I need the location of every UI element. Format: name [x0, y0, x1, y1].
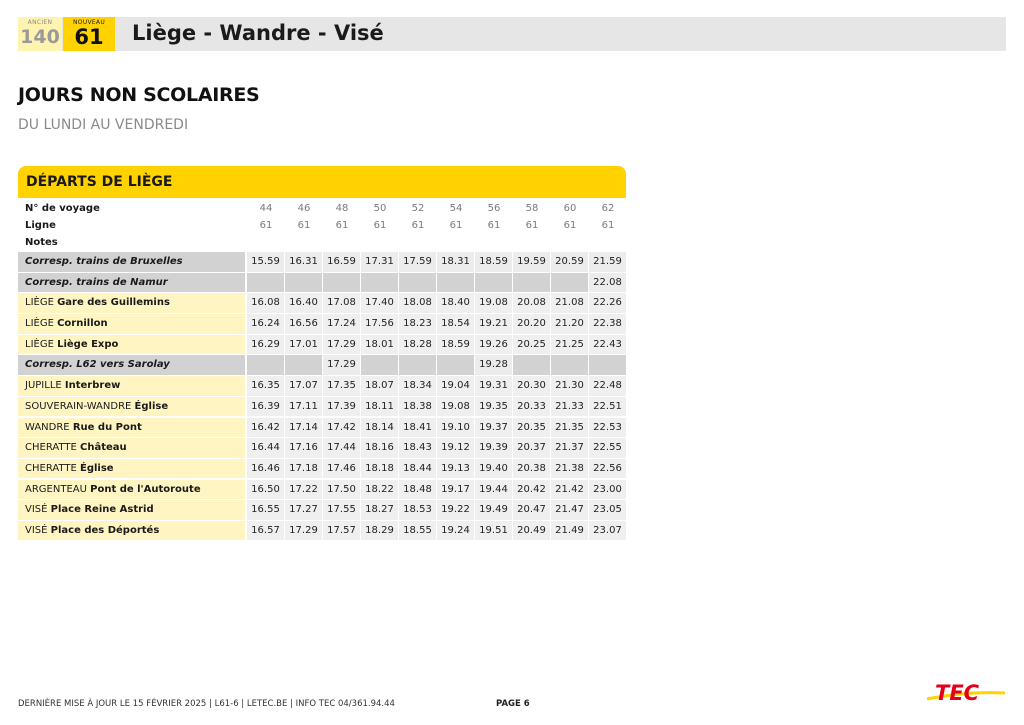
time-cell: [285, 355, 322, 375]
time-cell: 18.40: [437, 293, 474, 313]
time-cell: 19.51: [475, 521, 512, 541]
time-cell: 18.41: [399, 418, 436, 438]
trip-info-cell: 46: [297, 203, 311, 214]
time-cell: 16.08: [247, 293, 284, 313]
trip-info-cell: 54: [449, 203, 463, 214]
time-cell: 17.31: [361, 252, 398, 272]
time-cell: 18.16: [361, 438, 398, 458]
time-cell: 18.54: [437, 314, 474, 334]
time-cell: 19.49: [475, 500, 512, 520]
stop-name: Liège Expo: [57, 338, 119, 350]
time-cell: 17.50: [323, 480, 360, 500]
stop-name: Église: [79, 462, 114, 474]
time-cell: 19.17: [437, 480, 474, 500]
time-cell: 20.37: [513, 438, 550, 458]
connection-label: [18, 252, 245, 272]
time-cell: 22.53: [589, 418, 626, 438]
time-cell: 21.47: [551, 500, 588, 520]
trip-info-cell: 61: [335, 220, 349, 231]
stop-label: [18, 293, 245, 313]
new-line-number: 61: [74, 25, 104, 49]
connection-name: Corresp. trains de Bruxelles: [25, 256, 183, 267]
time-cell: 18.28: [399, 335, 436, 355]
trip-info-cell: 61: [373, 220, 387, 231]
time-cell: 17.14: [285, 418, 322, 438]
stop-label: [18, 314, 245, 334]
stop-name: Cornillon: [57, 318, 108, 330]
stop-row: [18, 480, 626, 501]
time-cell: 20.08: [513, 293, 550, 313]
stop-town: SOUVERAIN-WANDRE: [25, 400, 132, 412]
route-title: Liège - Wandre - Visé: [132, 21, 384, 45]
stop-row: [18, 459, 626, 480]
time-cell: 17.35: [323, 376, 360, 396]
time-cell: 18.11: [361, 397, 398, 417]
stop-row: [18, 418, 626, 439]
time-cell: 17.39: [323, 397, 360, 417]
departures-header: [18, 166, 626, 198]
stop-label: [18, 438, 245, 458]
stop-label: [18, 480, 245, 500]
trip-info-cell: 61: [297, 220, 311, 231]
time-cell: 23.00: [589, 480, 626, 500]
stop-name: Pont de l'Autoroute: [90, 483, 201, 495]
time-cell: 18.55: [399, 521, 436, 541]
trip-info-cell: 61: [487, 220, 501, 231]
time-cell: [361, 355, 398, 375]
time-cell: 18.34: [399, 376, 436, 396]
time-cell: 16.31: [285, 252, 322, 272]
time-cell: 22.43: [589, 335, 626, 355]
stop-label: [18, 418, 245, 438]
stop-name: Gare des Guillemins: [57, 297, 170, 309]
stop-town: LIÈGE: [25, 297, 54, 309]
time-cell: 18.43: [399, 438, 436, 458]
tec-logo-text: TEC: [935, 681, 980, 705]
time-cell: 22.55: [589, 438, 626, 458]
stop-name: Château: [79, 442, 127, 454]
time-cell: 21.42: [551, 480, 588, 500]
time-cell: 16.42: [247, 418, 284, 438]
time-cell: 19.31: [475, 376, 512, 396]
time-cell: 20.47: [513, 500, 550, 520]
stop-town: LIÈGE: [25, 318, 54, 330]
stop-town: VISÉ: [25, 504, 48, 516]
time-cell: 21.38: [551, 459, 588, 479]
time-cell: [589, 355, 626, 375]
time-cell: 18.08: [399, 293, 436, 313]
time-cell: 19.08: [475, 293, 512, 313]
time-cell: 18.59: [475, 252, 512, 272]
old-line-badge: [18, 17, 62, 51]
stop-town: ARGENTEAU: [25, 483, 87, 495]
time-cell: 21.30: [551, 376, 588, 396]
old-line-label: ANCIEN: [27, 19, 53, 26]
time-cell: 21.25: [551, 335, 588, 355]
stop-label: [18, 397, 245, 417]
time-cell: 16.24: [247, 314, 284, 334]
time-cell: 21.59: [589, 252, 626, 272]
time-cell: 17.18: [285, 459, 322, 479]
time-cell: 19.26: [475, 335, 512, 355]
connection-row: [18, 355, 626, 376]
time-cell: 21.37: [551, 438, 588, 458]
time-cell: 21.49: [551, 521, 588, 541]
trip-info-cell: 62: [601, 203, 615, 214]
stop-label: [18, 335, 245, 355]
connection-name: Corresp. L62 vers Sarolay: [25, 359, 170, 371]
time-cell: 16.56: [285, 314, 322, 334]
time-cell: 17.29: [285, 521, 322, 541]
time-cell: [513, 355, 550, 375]
time-cell: 19.13: [437, 459, 474, 479]
time-cell: 15.59: [247, 252, 284, 272]
time-cell: 17.24: [323, 314, 360, 334]
time-cell: 17.59: [399, 252, 436, 272]
time-cell: 19.39: [475, 438, 512, 458]
time-cell: 16.50: [247, 480, 284, 500]
stop-town: CHERATTE: [25, 442, 77, 454]
time-cell: 19.44: [475, 480, 512, 500]
stop-row: [18, 376, 626, 397]
time-cell: 20.59: [551, 252, 588, 272]
time-cell: 20.25: [513, 335, 550, 355]
time-cell: 17.29: [323, 355, 360, 375]
stop-row: [18, 438, 626, 459]
stop-name: Rue du Pont: [72, 421, 142, 433]
stop-row: [18, 314, 626, 335]
trip-info-cell: 61: [411, 220, 425, 231]
trip-info-cell: 52: [411, 203, 425, 214]
time-cell: 17.11: [285, 397, 322, 417]
time-cell: 22.51: [589, 397, 626, 417]
time-cell: 19.40: [475, 459, 512, 479]
time-cell: 18.23: [399, 314, 436, 334]
stop-name: Interbrew: [64, 380, 121, 392]
stop-label: [18, 500, 245, 520]
stop-row: [18, 521, 626, 542]
time-cell: 19.59: [513, 252, 550, 272]
connection-name: Corresp. trains de Namur: [25, 276, 168, 288]
time-cell: 16.29: [247, 335, 284, 355]
trip-info-row: [18, 201, 626, 218]
time-cell: 19.21: [475, 314, 512, 334]
time-cell: 17.27: [285, 500, 322, 520]
stop-row: [18, 500, 626, 521]
tec-logo: [925, 679, 1007, 709]
time-cell: 23.07: [589, 521, 626, 541]
stop-label: [18, 459, 245, 479]
stop-row: [18, 293, 626, 314]
trip-info-cell: 61: [525, 220, 539, 231]
time-cell: [247, 273, 284, 293]
new-line-label: NOUVEAU: [72, 19, 106, 26]
page-title: JOURS NON SCOLAIRES: [18, 84, 260, 106]
stop-label: [18, 376, 245, 396]
route-header-bar: [18, 17, 1006, 51]
time-cell: 17.29: [323, 335, 360, 355]
connection-label: [18, 355, 245, 375]
trip-info-cell: 56: [487, 203, 501, 214]
stop-town: LIÈGE: [25, 338, 54, 350]
time-cell: 17.40: [361, 293, 398, 313]
time-cell: [361, 273, 398, 293]
footer-info: DERNIÈRE MISE À JOUR LE 15 FÉVRIER 2025 | L61-6 | LETEC.BE | INFO TEC 04/361.94.44: [18, 699, 395, 709]
time-cell: 18.22: [361, 480, 398, 500]
time-cell: 20.49: [513, 521, 550, 541]
time-cell: 20.42: [513, 480, 550, 500]
time-cell: [551, 273, 588, 293]
time-cell: 18.59: [437, 335, 474, 355]
time-cell: 19.22: [437, 500, 474, 520]
time-cell: [475, 273, 512, 293]
time-cell: [399, 273, 436, 293]
timetable-grid: [18, 252, 626, 542]
stop-town: VISÉ: [25, 524, 48, 536]
time-cell: 20.38: [513, 459, 550, 479]
time-cell: 16.55: [247, 500, 284, 520]
time-cell: 19.08: [437, 397, 474, 417]
time-cell: 20.33: [513, 397, 550, 417]
trip-info-cell: 61: [259, 220, 273, 231]
time-cell: 22.26: [589, 293, 626, 313]
trip-info-row: [18, 235, 626, 252]
stop-name: Église: [134, 400, 169, 412]
page-number: PAGE 6: [496, 699, 530, 709]
time-cell: 19.12: [437, 438, 474, 458]
old-line-number: 140: [20, 26, 60, 48]
time-cell: 19.28: [475, 355, 512, 375]
time-cell: 17.55: [323, 500, 360, 520]
stop-label: [18, 521, 245, 541]
time-cell: 16.46: [247, 459, 284, 479]
time-cell: 16.39: [247, 397, 284, 417]
time-cell: 17.07: [285, 376, 322, 396]
time-cell: 18.18: [361, 459, 398, 479]
trip-info-row: [18, 218, 626, 235]
trip-info-cell: 61: [563, 220, 577, 231]
time-cell: 22.48: [589, 376, 626, 396]
time-cell: 18.31: [437, 252, 474, 272]
time-cell: [551, 355, 588, 375]
time-cell: [285, 273, 322, 293]
time-cell: 18.48: [399, 480, 436, 500]
time-cell: 16.35: [247, 376, 284, 396]
connection-label: [18, 273, 245, 293]
time-cell: 21.08: [551, 293, 588, 313]
new-line-badge: [63, 17, 115, 51]
time-cell: 16.44: [247, 438, 284, 458]
time-cell: 18.14: [361, 418, 398, 438]
time-cell: 23.05: [589, 500, 626, 520]
stop-row: [18, 335, 626, 356]
time-cell: 21.20: [551, 314, 588, 334]
trip-info-cell: 60: [563, 203, 577, 214]
time-cell: 17.42: [323, 418, 360, 438]
trip-info-cell: 61: [601, 220, 615, 231]
time-cell: 19.37: [475, 418, 512, 438]
time-cell: 17.08: [323, 293, 360, 313]
time-cell: 19.35: [475, 397, 512, 417]
departures-title: DÉPARTS DE LIÈGE: [26, 174, 173, 190]
time-cell: 22.38: [589, 314, 626, 334]
page-subtitle: DU LUNDI AU VENDREDI: [18, 117, 189, 133]
time-cell: 16.57: [247, 521, 284, 541]
time-cell: 20.20: [513, 314, 550, 334]
trip-info-label: Ligne: [25, 220, 56, 231]
time-cell: [323, 273, 360, 293]
time-cell: 20.30: [513, 376, 550, 396]
time-cell: 18.07: [361, 376, 398, 396]
trip-info-rows: [18, 201, 626, 252]
time-cell: 21.35: [551, 418, 588, 438]
trip-info-cell: 44: [259, 203, 273, 214]
time-cell: [247, 355, 284, 375]
time-cell: 17.22: [285, 480, 322, 500]
time-cell: 18.44: [399, 459, 436, 479]
time-cell: 17.46: [323, 459, 360, 479]
connection-row: [18, 273, 626, 294]
time-cell: 19.24: [437, 521, 474, 541]
time-cell: 17.56: [361, 314, 398, 334]
time-cell: 16.40: [285, 293, 322, 313]
stop-name: Place Reine Astrid: [50, 504, 154, 516]
connection-row: [18, 252, 626, 273]
time-cell: [437, 355, 474, 375]
time-cell: 21.33: [551, 397, 588, 417]
time-cell: 18.27: [361, 500, 398, 520]
trip-info-cell: 50: [373, 203, 387, 214]
time-cell: 16.59: [323, 252, 360, 272]
time-cell: 17.16: [285, 438, 322, 458]
trip-info-label: Notes: [25, 237, 58, 248]
time-cell: 18.29: [361, 521, 398, 541]
stop-name: Place des Déportés: [50, 524, 160, 536]
trip-info-cell: 58: [525, 203, 539, 214]
time-cell: 22.08: [589, 273, 626, 293]
time-cell: 20.35: [513, 418, 550, 438]
time-cell: 19.10: [437, 418, 474, 438]
time-cell: 17.01: [285, 335, 322, 355]
stop-row: [18, 397, 626, 418]
time-cell: 17.44: [323, 438, 360, 458]
stop-town: CHERATTE: [25, 462, 77, 474]
time-cell: 22.56: [589, 459, 626, 479]
time-cell: [399, 355, 436, 375]
time-cell: 18.53: [399, 500, 436, 520]
time-cell: [437, 273, 474, 293]
time-cell: 17.57: [323, 521, 360, 541]
time-cell: 19.04: [437, 376, 474, 396]
trip-info-cell: 48: [335, 203, 349, 214]
time-cell: 18.01: [361, 335, 398, 355]
trip-info-cell: 61: [449, 220, 463, 231]
time-cell: 18.38: [399, 397, 436, 417]
trip-info-label: N° de voyage: [25, 203, 100, 214]
time-cell: [513, 273, 550, 293]
stop-town: WANDRE: [25, 421, 70, 433]
stop-town: JUPILLE: [25, 380, 62, 392]
